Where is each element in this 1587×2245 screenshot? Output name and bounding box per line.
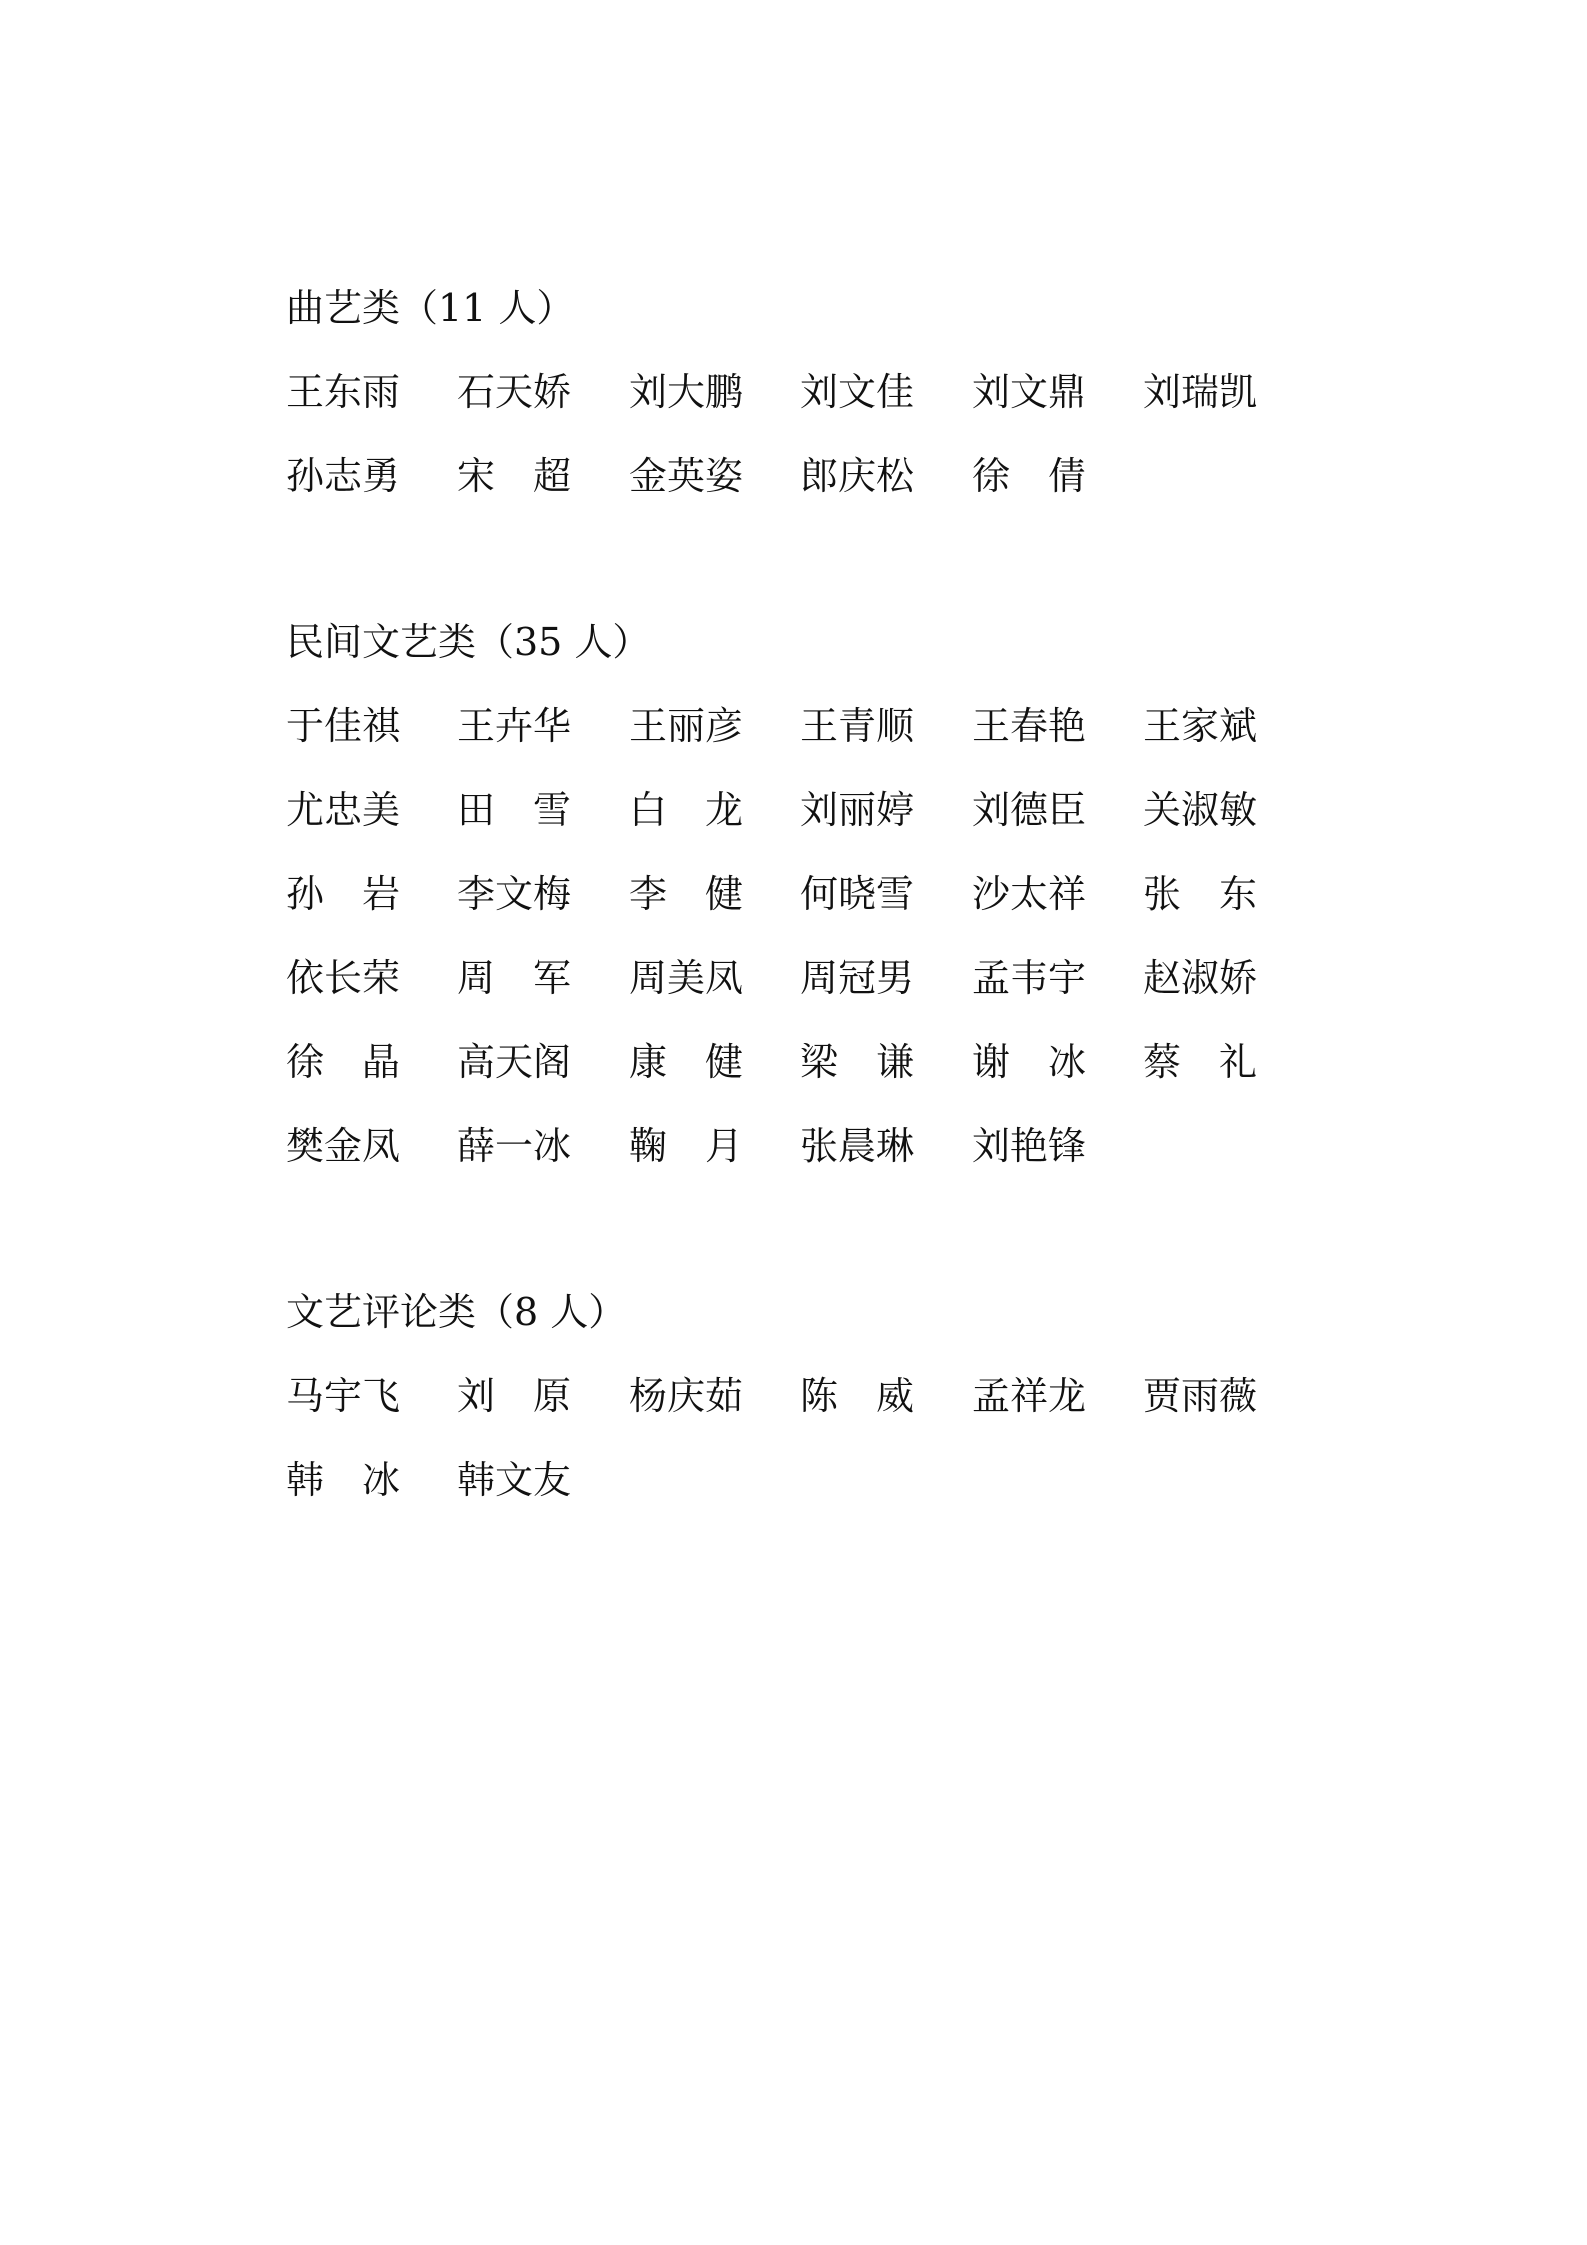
section-title: 文艺评论类（8 人） — [286, 1290, 627, 1334]
person-name: 刘艳锋 — [972, 1124, 1087, 1168]
person-name: 孟祥龙 — [972, 1374, 1087, 1418]
person-name: 刘丽婷 — [800, 788, 915, 832]
person-name: 依长荣 — [286, 956, 401, 1000]
person-name: 孙志勇 — [286, 454, 401, 498]
person-name: 周冠男 — [800, 956, 915, 1000]
person-name: 宋 超 — [457, 454, 572, 498]
person-name: 白 龙 — [629, 788, 744, 832]
person-name: 徐 晶 — [286, 1040, 401, 1084]
person-name: 刘德臣 — [972, 788, 1087, 832]
person-name: 石天娇 — [457, 370, 572, 414]
person-name: 周 军 — [457, 956, 572, 1000]
person-name: 贾雨薇 — [1143, 1374, 1258, 1418]
person-name: 尤忠美 — [286, 788, 401, 832]
person-name: 刘大鹏 — [629, 370, 744, 414]
person-name: 张晨琳 — [800, 1124, 915, 1168]
person-name: 王春艳 — [972, 704, 1087, 748]
person-name: 沙太祥 — [972, 872, 1087, 916]
person-name: 薛一冰 — [457, 1124, 572, 1168]
person-name: 关淑敏 — [1143, 788, 1258, 832]
person-name: 蔡 礼 — [1143, 1040, 1258, 1084]
person-name: 王家斌 — [1143, 704, 1258, 748]
person-name: 李文梅 — [457, 872, 572, 916]
person-name: 于佳祺 — [286, 704, 401, 748]
person-name: 刘文鼎 — [972, 370, 1087, 414]
person-name: 刘文佳 — [800, 370, 915, 414]
person-name: 鞠 月 — [629, 1124, 744, 1168]
section-title: 民间文艺类（35 人） — [286, 620, 651, 664]
person-name: 何晓雪 — [800, 872, 915, 916]
person-name: 梁 谦 — [800, 1040, 915, 1084]
person-name: 李 健 — [629, 872, 744, 916]
person-name: 金英姿 — [629, 454, 744, 498]
person-name: 刘瑞凯 — [1143, 370, 1258, 414]
person-name: 张 东 — [1143, 872, 1258, 916]
person-name: 王丽彦 — [629, 704, 744, 748]
person-name: 康 健 — [629, 1040, 744, 1084]
person-name: 樊金凤 — [286, 1124, 401, 1168]
person-name: 田 雪 — [457, 788, 572, 832]
person-name: 赵淑娇 — [1143, 956, 1258, 1000]
person-name: 孙 岩 — [286, 872, 401, 916]
person-name: 韩 冰 — [286, 1458, 401, 1502]
person-name: 王东雨 — [286, 370, 401, 414]
person-name: 孟韦宇 — [972, 956, 1087, 1000]
person-name: 谢 冰 — [972, 1040, 1087, 1084]
person-name: 高天阁 — [457, 1040, 572, 1084]
person-name: 徐 倩 — [972, 454, 1087, 498]
person-name: 周美凤 — [629, 956, 744, 1000]
section-title: 曲艺类（11 人） — [286, 286, 575, 330]
person-name: 陈 威 — [800, 1374, 915, 1418]
person-name: 郎庆松 — [800, 454, 915, 498]
person-name: 韩文友 — [457, 1458, 572, 1502]
person-name: 王青顺 — [800, 704, 915, 748]
person-name: 马宇飞 — [286, 1374, 401, 1418]
person-name: 杨庆茹 — [629, 1374, 744, 1418]
person-name: 刘 原 — [457, 1374, 572, 1418]
person-name: 王卉华 — [457, 704, 572, 748]
